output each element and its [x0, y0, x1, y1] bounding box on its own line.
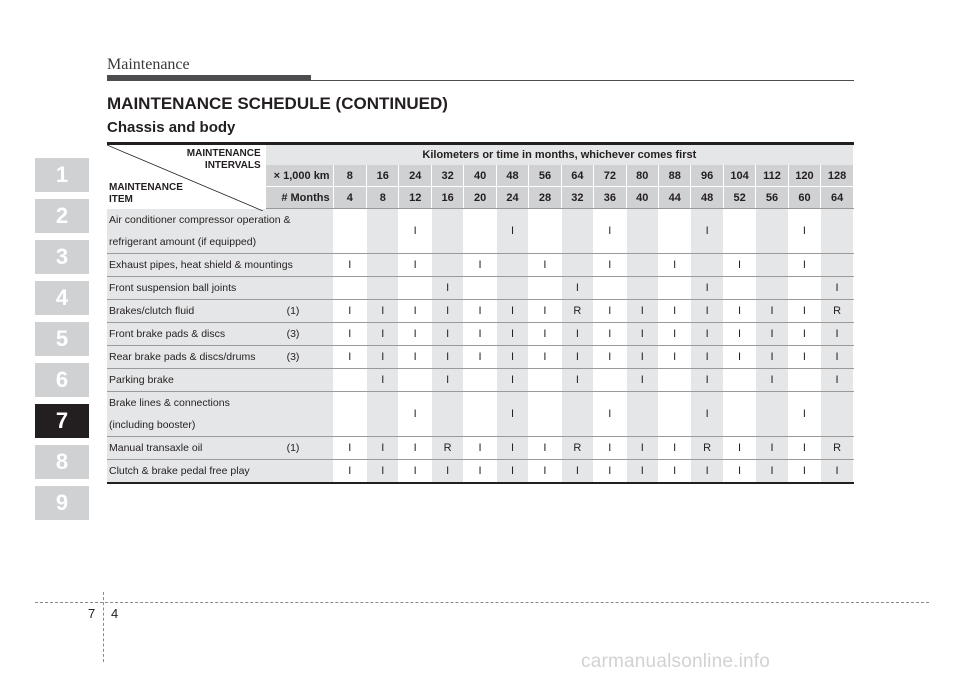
- schedule-cell: I: [594, 346, 626, 369]
- schedule-cell: I: [464, 460, 496, 484]
- schedule-cell: I: [561, 323, 593, 346]
- km-interval: 16: [367, 165, 399, 187]
- schedule-cell: I: [399, 209, 431, 254]
- schedule-cell: [399, 369, 431, 392]
- schedule-cell: I: [788, 346, 820, 369]
- schedule-cell: I: [496, 300, 528, 323]
- footer-divider: [103, 592, 104, 662]
- month-interval: 16: [431, 187, 463, 209]
- schedule-cell: I: [464, 254, 496, 277]
- item-label-line: Brakes/clutch fluid: [109, 305, 195, 317]
- schedule-cell: I: [691, 323, 723, 346]
- footer-rule: [35, 602, 929, 603]
- month-interval: 44: [658, 187, 690, 209]
- schedule-cell: I: [561, 460, 593, 484]
- schedule-cell: I: [561, 369, 593, 392]
- chapter-tab-9[interactable]: 9: [35, 486, 89, 520]
- schedule-cell: I: [821, 460, 854, 484]
- chapter-tab-2[interactable]: 2: [35, 199, 89, 233]
- section-title: Maintenance: [107, 56, 190, 73]
- schedule-cell: I: [723, 300, 755, 323]
- schedule-cell: I: [529, 437, 561, 460]
- schedule-cell: I: [821, 323, 854, 346]
- schedule-cell: I: [561, 346, 593, 369]
- month-interval: 40: [626, 187, 658, 209]
- schedule-cell: R: [821, 300, 854, 323]
- schedule-cell: I: [529, 323, 561, 346]
- interval-heading: Kilometers or time in months, whichever comes first: [265, 144, 853, 166]
- schedule-cell: I: [658, 300, 690, 323]
- km-interval: 112: [756, 165, 788, 187]
- schedule-cell: [464, 277, 496, 300]
- chapter-tab-1[interactable]: 1: [35, 158, 89, 192]
- schedule-cell: I: [399, 323, 431, 346]
- schedule-cell: I: [594, 300, 626, 323]
- schedule-cell: I: [333, 437, 366, 460]
- interval-heading-row: [107, 144, 854, 166]
- km-interval: 48: [496, 165, 528, 187]
- schedule-cell: [431, 392, 463, 437]
- schedule-cell: I: [821, 369, 854, 392]
- item-note: (1): [286, 305, 300, 317]
- schedule-cell: [333, 277, 366, 300]
- schedule-cell: I: [496, 460, 528, 484]
- schedule-cell: I: [723, 254, 755, 277]
- schedule-cell: [367, 392, 399, 437]
- schedule-cell: I: [529, 254, 561, 277]
- item-label-line: (including booster): [109, 419, 196, 431]
- schedule-cell: I: [756, 369, 788, 392]
- km-interval: 72: [594, 165, 626, 187]
- schedule-cell: [723, 369, 755, 392]
- month-interval: 4: [333, 187, 366, 209]
- schedule-cell: [367, 209, 399, 254]
- schedule-cell: [464, 392, 496, 437]
- schedule-cell: [367, 277, 399, 300]
- months-label: # Months: [265, 187, 333, 209]
- schedule-cell: I: [431, 323, 463, 346]
- schedule-cell: I: [788, 209, 820, 254]
- schedule-cell: [431, 209, 463, 254]
- schedule-cell: I: [594, 323, 626, 346]
- item-label-line: Clutch & brake pedal free play: [109, 465, 250, 477]
- schedule-cell: [464, 209, 496, 254]
- schedule-cell: I: [594, 460, 626, 484]
- schedule-cell: I: [496, 346, 528, 369]
- corner-bottom-line-2: ITEM: [109, 193, 133, 205]
- schedule-cell: I: [788, 437, 820, 460]
- schedule-cell: I: [691, 392, 723, 437]
- schedule-cell: I: [431, 460, 463, 484]
- schedule-cell: I: [367, 300, 399, 323]
- schedule-cell: I: [399, 460, 431, 484]
- schedule-cell: I: [464, 346, 496, 369]
- schedule-cell: I: [496, 437, 528, 460]
- schedule-cell: [561, 209, 593, 254]
- schedule-cell: [626, 209, 658, 254]
- schedule-cell: [594, 369, 626, 392]
- table-row: [107, 369, 854, 392]
- schedule-cell: [691, 254, 723, 277]
- km-interval: 128: [821, 165, 854, 187]
- month-interval: 64: [821, 187, 854, 209]
- schedule-cell: I: [756, 300, 788, 323]
- schedule-cell: [529, 277, 561, 300]
- schedule-cell: R: [561, 300, 593, 323]
- km-interval: 8: [333, 165, 366, 187]
- maintenance-item: [107, 209, 333, 254]
- schedule-cell: I: [333, 300, 366, 323]
- schedule-cell: I: [594, 209, 626, 254]
- schedule-cell: I: [431, 369, 463, 392]
- schedule-cell: I: [561, 277, 593, 300]
- item-label-line: Air conditioner compressor operation &: [109, 214, 291, 226]
- maintenance-item: [107, 392, 333, 437]
- schedule-cell: [431, 254, 463, 277]
- schedule-cell: I: [788, 392, 820, 437]
- item-label-line: Manual transaxle oil: [109, 442, 203, 454]
- schedule-cell: [821, 209, 854, 254]
- schedule-cell: I: [496, 209, 528, 254]
- schedule-cell: I: [626, 346, 658, 369]
- schedule-cell: I: [594, 254, 626, 277]
- schedule-cell: I: [691, 300, 723, 323]
- schedule-cell: [594, 277, 626, 300]
- schedule-cell: I: [691, 369, 723, 392]
- schedule-cell: I: [756, 437, 788, 460]
- maintenance-item: [107, 437, 333, 460]
- item-label-line: Parking brake: [109, 374, 174, 386]
- maintenance-item: [107, 300, 333, 323]
- page-title: MAINTENANCE SCHEDULE (CONTINUED): [107, 94, 448, 113]
- schedule-cell: [658, 277, 690, 300]
- month-interval: 48: [691, 187, 723, 209]
- item-label-line: Front suspension ball joints: [109, 282, 237, 294]
- corner-intervals-label: [187, 148, 261, 172]
- schedule-cell: I: [658, 346, 690, 369]
- schedule-cell: [399, 277, 431, 300]
- schedule-cell: [788, 369, 820, 392]
- schedule-cell: [756, 277, 788, 300]
- month-interval: 28: [529, 187, 561, 209]
- schedule-cell: [496, 277, 528, 300]
- schedule-cell: R: [691, 437, 723, 460]
- schedule-cell: I: [464, 323, 496, 346]
- table-row: [107, 392, 854, 437]
- table-row: [107, 460, 854, 484]
- footer-chapter-number: 7: [88, 606, 96, 621]
- item-label-line: Exhaust pipes, heat shield & mountings: [109, 259, 293, 271]
- month-interval: 20: [464, 187, 496, 209]
- chapter-tab-4[interactable]: 4: [35, 281, 89, 315]
- schedule-cell: I: [788, 323, 820, 346]
- schedule-cell: [723, 209, 755, 254]
- item-note: (1): [286, 442, 300, 454]
- item-label-line: Brake lines & connections: [109, 397, 230, 409]
- km-interval: 80: [626, 165, 658, 187]
- month-interval: 60: [788, 187, 820, 209]
- schedule-cell: I: [691, 277, 723, 300]
- corner-bottom-line-1: MAINTENANCE: [109, 181, 183, 193]
- month-interval: 32: [561, 187, 593, 209]
- schedule-cell: [496, 254, 528, 277]
- table-corner-header: [107, 144, 265, 209]
- schedule-cell: I: [529, 460, 561, 484]
- month-interval: 52: [723, 187, 755, 209]
- schedule-cell: [561, 392, 593, 437]
- schedule-cell: [367, 254, 399, 277]
- maintenance-item: [107, 254, 333, 277]
- schedule-cell: I: [333, 460, 366, 484]
- schedule-cell: [464, 369, 496, 392]
- schedule-cell: I: [626, 369, 658, 392]
- maintenance-item: [107, 277, 333, 300]
- schedule-cell: [626, 254, 658, 277]
- table-row: [107, 300, 854, 323]
- schedule-cell: I: [464, 300, 496, 323]
- km-interval: 96: [691, 165, 723, 187]
- schedule-cell: I: [367, 369, 399, 392]
- schedule-cell: [788, 277, 820, 300]
- item-label-line: Front brake pads & discs: [109, 328, 226, 340]
- schedule-cell: I: [658, 323, 690, 346]
- schedule-cell: I: [431, 346, 463, 369]
- schedule-cell: I: [333, 323, 366, 346]
- schedule-cell: I: [821, 346, 854, 369]
- month-interval: 8: [367, 187, 399, 209]
- schedule-cell: I: [367, 437, 399, 460]
- month-interval: 36: [594, 187, 626, 209]
- maintenance-schedule-table: [107, 142, 854, 484]
- schedule-cell: [333, 369, 366, 392]
- maintenance-item: [107, 369, 333, 392]
- schedule-cell: I: [431, 277, 463, 300]
- schedule-cell: [529, 369, 561, 392]
- schedule-cell: I: [496, 392, 528, 437]
- schedule-cell: I: [399, 346, 431, 369]
- schedule-cell: I: [756, 323, 788, 346]
- schedule-cell: I: [756, 346, 788, 369]
- item-note: (3): [286, 351, 300, 363]
- schedule-cell: [529, 392, 561, 437]
- table-row: [107, 437, 854, 460]
- schedule-cell: I: [367, 346, 399, 369]
- schedule-cell: [723, 392, 755, 437]
- schedule-cell: I: [691, 209, 723, 254]
- schedule-cell: I: [333, 346, 366, 369]
- corner-top-line-2: INTERVALS: [204, 160, 261, 171]
- schedule-cell: I: [723, 460, 755, 484]
- schedule-cell: [756, 392, 788, 437]
- schedule-cell: R: [431, 437, 463, 460]
- schedule-cell: I: [723, 437, 755, 460]
- schedule-cell: I: [399, 392, 431, 437]
- schedule-cell: I: [788, 300, 820, 323]
- schedule-cell: I: [626, 300, 658, 323]
- chapter-tab-5[interactable]: 5: [35, 322, 89, 356]
- schedule-cell: I: [626, 323, 658, 346]
- schedule-cell: [626, 277, 658, 300]
- schedule-cell: I: [788, 460, 820, 484]
- schedule-cell: I: [431, 300, 463, 323]
- schedule-cell: I: [367, 460, 399, 484]
- schedule-cell: [756, 254, 788, 277]
- schedule-cell: I: [658, 254, 690, 277]
- schedule-cell: I: [529, 300, 561, 323]
- schedule-cell: [626, 392, 658, 437]
- chapter-tab-7[interactable]: 7: [35, 404, 89, 438]
- table-row: [107, 346, 854, 369]
- month-interval: 56: [756, 187, 788, 209]
- schedule-cell: I: [626, 437, 658, 460]
- table-row: [107, 254, 854, 277]
- km-interval: 56: [529, 165, 561, 187]
- schedule-cell: I: [756, 460, 788, 484]
- schedule-cell: [821, 392, 854, 437]
- table-row: [107, 323, 854, 346]
- item-note: (3): [286, 328, 300, 340]
- schedule-cell: [333, 209, 366, 254]
- schedule-cell: [529, 209, 561, 254]
- table-row: [107, 209, 854, 254]
- schedule-cell: I: [333, 254, 366, 277]
- schedule-cell: [821, 254, 854, 277]
- schedule-cell: I: [626, 460, 658, 484]
- corner-top-line-1: MAINTENANCE: [186, 148, 261, 159]
- km-interval: 120: [788, 165, 820, 187]
- corner-item-label: [109, 182, 183, 206]
- schedule-cell: I: [594, 437, 626, 460]
- schedule-cell: I: [723, 323, 755, 346]
- schedule-cell: I: [691, 346, 723, 369]
- chapter-tab-6[interactable]: 6: [35, 363, 89, 397]
- schedule-cell: I: [788, 254, 820, 277]
- schedule-cell: R: [561, 437, 593, 460]
- schedule-cell: I: [399, 300, 431, 323]
- km-label: × 1,000 km: [265, 165, 333, 187]
- chapter-tab-3[interactable]: 3: [35, 240, 89, 274]
- schedule-cell: I: [658, 460, 690, 484]
- schedule-cell: I: [821, 277, 854, 300]
- km-interval: 64: [561, 165, 593, 187]
- footer-page-number: 4: [111, 606, 119, 621]
- schedule-cell: I: [723, 346, 755, 369]
- schedule-cell: I: [367, 323, 399, 346]
- month-interval: 24: [496, 187, 528, 209]
- maintenance-item: [107, 460, 333, 484]
- month-interval: 12: [399, 187, 431, 209]
- maintenance-item: [107, 346, 333, 369]
- schedule-cell: I: [496, 369, 528, 392]
- schedule-cell: [723, 277, 755, 300]
- schedule-cell: I: [529, 346, 561, 369]
- section-subtitle: Chassis and body: [107, 119, 236, 136]
- km-interval: 88: [658, 165, 690, 187]
- schedule-cell: [658, 392, 690, 437]
- schedule-cell: [756, 209, 788, 254]
- schedule-cell: I: [399, 254, 431, 277]
- chapter-tab-8[interactable]: 8: [35, 445, 89, 479]
- schedule-cell: I: [658, 437, 690, 460]
- table-row: [107, 277, 854, 300]
- schedule-cell: R: [821, 437, 854, 460]
- item-label-line: Rear brake pads & discs/drums: [109, 351, 256, 363]
- schedule-cell: I: [496, 323, 528, 346]
- km-interval: 32: [431, 165, 463, 187]
- km-interval: 24: [399, 165, 431, 187]
- header-rule-thin: [107, 80, 854, 81]
- schedule-cell: I: [464, 437, 496, 460]
- schedule-cell: I: [691, 460, 723, 484]
- km-interval: 40: [464, 165, 496, 187]
- item-label-line: refrigerant amount (if equipped): [109, 236, 257, 248]
- maintenance-item: [107, 323, 333, 346]
- schedule-cell: [561, 254, 593, 277]
- schedule-cell: [658, 209, 690, 254]
- schedule-cell: I: [594, 392, 626, 437]
- watermark: carmanualsonline.info: [581, 651, 771, 672]
- schedule-cell: I: [399, 437, 431, 460]
- schedule-cell: [658, 369, 690, 392]
- km-interval: 104: [723, 165, 755, 187]
- schedule-cell: [333, 392, 366, 437]
